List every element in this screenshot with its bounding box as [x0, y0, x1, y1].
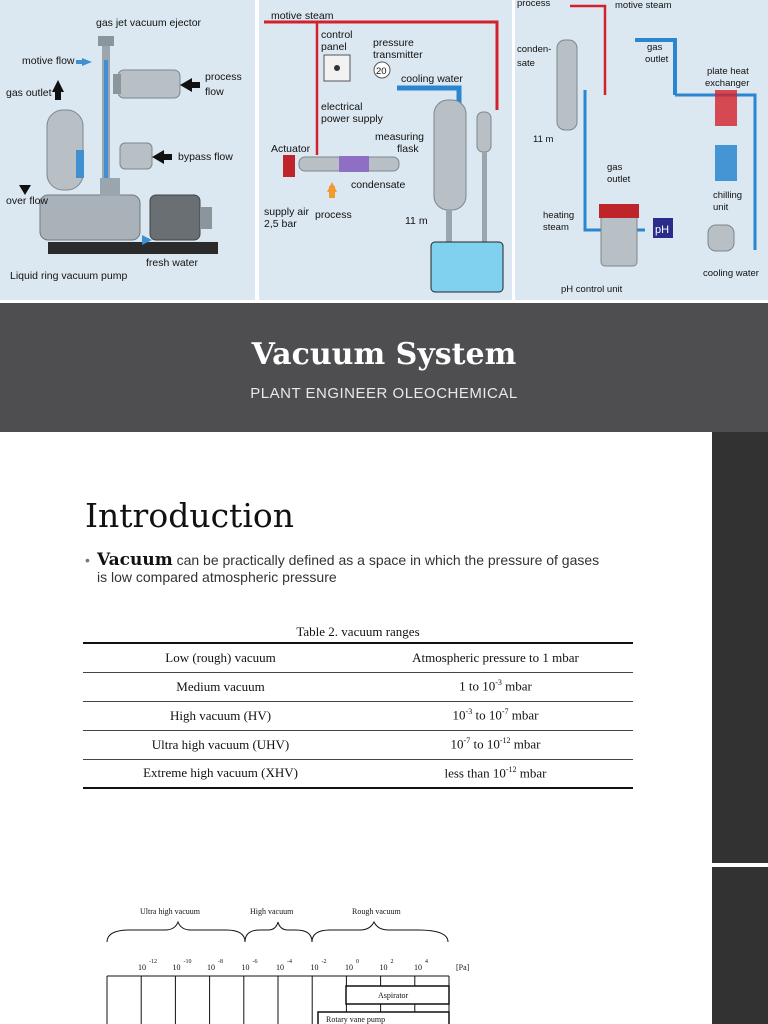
- label-heating-2: steam: [543, 222, 569, 233]
- label-bypass-flow: bypass flow: [178, 151, 233, 163]
- label-condensate-1: conden-: [517, 44, 552, 55]
- unit-label: [Pa]: [456, 963, 470, 972]
- side-rail: [712, 432, 768, 1024]
- range-name: Extreme high vacuum (XHV): [83, 759, 358, 788]
- title-band: [0, 303, 768, 432]
- brace-ultra-high: [107, 922, 245, 942]
- deck-title: Vacuum System: [251, 337, 517, 372]
- label-electrical-2: power supply: [321, 113, 383, 125]
- tick-label: 10: [379, 963, 388, 972]
- label-condensate-2: sate: [517, 58, 535, 69]
- tick-exponent: 4: [425, 959, 428, 965]
- label-fresh-water: fresh water: [146, 257, 198, 269]
- steam-ejector-illustration: [259, 0, 512, 300]
- range-name: Medium vacuum: [83, 672, 358, 701]
- label-actuator: Actuator: [271, 143, 311, 155]
- deck-subtitle: PLANT ENGINEER OLEOCHEMICAL: [250, 385, 518, 402]
- diagram-strip: [0, 0, 768, 300]
- bullet-term: Vacuum: [97, 550, 173, 570]
- diagram-ejector-pump: [0, 0, 255, 300]
- label-process-flow-line2: flow: [205, 86, 224, 98]
- range-value: less than $10^{-12}$ mbar: [358, 759, 633, 788]
- label-motive-steam: motive steam: [615, 0, 672, 11]
- diagram-ph-control: [515, 0, 768, 300]
- table-caption: Table 2. vacuum ranges: [296, 624, 420, 639]
- label-process-flow-line1: process: [205, 71, 242, 83]
- tick-exponent: -10: [183, 959, 192, 965]
- tick-label: 10: [345, 963, 353, 972]
- range-value: Atmospheric pressure to 1 mbar: [358, 643, 633, 672]
- tick-exponent: -2: [321, 959, 327, 965]
- label-plate-heat-2: exchanger: [705, 78, 750, 89]
- label-gas-outlet-top-2: outlet: [645, 54, 669, 65]
- label-plate-heat-1: plate heat: [707, 66, 749, 77]
- tick-label: 10: [241, 963, 250, 972]
- rail-divider: [712, 863, 768, 867]
- label-pressure-2: transmitter: [373, 49, 423, 61]
- table-row: [83, 701, 633, 730]
- label-motive-steam: motive steam: [271, 10, 334, 22]
- label-pressure-1: pressure: [373, 37, 414, 49]
- label-supply-air-2: 2,5 bar: [264, 218, 297, 230]
- label-control-panel-2: panel: [321, 41, 347, 53]
- label-heating-1: heating: [543, 210, 575, 221]
- table-row: [83, 643, 633, 672]
- region-label-ultra-high: Ultra high vacuum: [140, 907, 200, 916]
- range-name: Low (rough) vacuum: [83, 643, 358, 672]
- label-motive-flow: motive flow: [22, 55, 75, 67]
- slide-heading: Introduction: [85, 496, 294, 535]
- tick-exponent: -4: [287, 959, 292, 965]
- brace-high: [245, 922, 312, 942]
- range-value: $10^{-3}$ to $10^{-7}$ mbar: [358, 701, 633, 730]
- label-cooling-water: cooling water: [401, 73, 463, 85]
- tick-label: 10: [310, 963, 319, 972]
- label-gas-outlet-top-1: gas: [647, 42, 663, 53]
- bullet-marker: •: [85, 552, 90, 568]
- label-condensate: condensate: [351, 179, 406, 191]
- label-measuring-2: flask: [397, 143, 419, 155]
- range-name: High vacuum (HV): [83, 701, 358, 730]
- table-row: [83, 759, 633, 788]
- label-height: 11 m: [405, 215, 428, 227]
- tick-exponent: 2: [390, 959, 394, 965]
- gauge-value: 20: [376, 66, 387, 77]
- ph-badge: pH: [655, 224, 670, 236]
- label-process: process: [315, 209, 352, 221]
- tick-exponent: -8: [218, 959, 223, 965]
- label-chilling-1: chilling: [713, 190, 743, 201]
- label-cooling-water: cooling water: [703, 268, 759, 279]
- label-gas-jet-ejector: gas jet vacuum ejector: [96, 17, 202, 29]
- tick-exponent: -6: [252, 959, 258, 965]
- range-name: Ultra high vacuum (UHV): [83, 730, 358, 759]
- label-control-panel-1: control: [321, 29, 353, 41]
- tick-exponent: -12: [149, 959, 157, 965]
- aspirator-label: Aspirator: [378, 991, 409, 1000]
- region-label-rough: Rough vacuum: [352, 907, 401, 916]
- label-measuring-1: measuring: [375, 131, 425, 143]
- vacuum-ranges-table: [83, 642, 633, 789]
- label-chilling-2: unit: [713, 202, 729, 213]
- table-row: [83, 672, 633, 701]
- label-supply-air-1: supply air: [264, 206, 309, 218]
- tick-exponent: 0: [356, 959, 359, 965]
- brace-rough: [312, 922, 448, 942]
- label-process: process: [517, 0, 551, 9]
- tick-label: 10: [276, 963, 284, 972]
- tick-label: 10: [207, 963, 215, 972]
- range-value: $10^{-7}$ to $10^{-12}$ mbar: [358, 730, 633, 759]
- region-label-high: High vacuum: [250, 907, 294, 916]
- tick-label: 10: [414, 963, 422, 972]
- bullet-text-block: [97, 552, 607, 586]
- label-electrical-1: electrical: [321, 101, 363, 113]
- range-value: 1 to $10^{-3}$ mbar: [358, 672, 633, 701]
- ph-control-illustration: [515, 0, 768, 300]
- bullet-text: can be practically defined as a space in which the pressure of gases is low compared atmospheric pressure: [97, 552, 600, 585]
- table-row: [83, 730, 633, 759]
- label-gas-outlet: gas outlet: [6, 87, 52, 99]
- diagram-steam-ejector: [259, 0, 512, 300]
- pressure-scale-figure: [100, 900, 480, 1024]
- tick-label: 10: [138, 963, 146, 972]
- tick-label: 10: [172, 963, 181, 972]
- tick-labels: [138, 959, 428, 972]
- label-over-flow: over flow: [6, 195, 49, 207]
- label-height: 11 m: [533, 134, 554, 145]
- pump-range-label: Rotary vane pump: [326, 1015, 386, 1024]
- label-liquid-ring-pump: Liquid ring vacuum pump: [10, 270, 128, 282]
- ejector-pump-illustration: [0, 0, 255, 300]
- label-gas-outlet-mid-2: outlet: [607, 174, 631, 185]
- label-gas-outlet-mid-1: gas: [607, 162, 623, 173]
- label-ph-control-unit: pH control unit: [561, 284, 623, 295]
